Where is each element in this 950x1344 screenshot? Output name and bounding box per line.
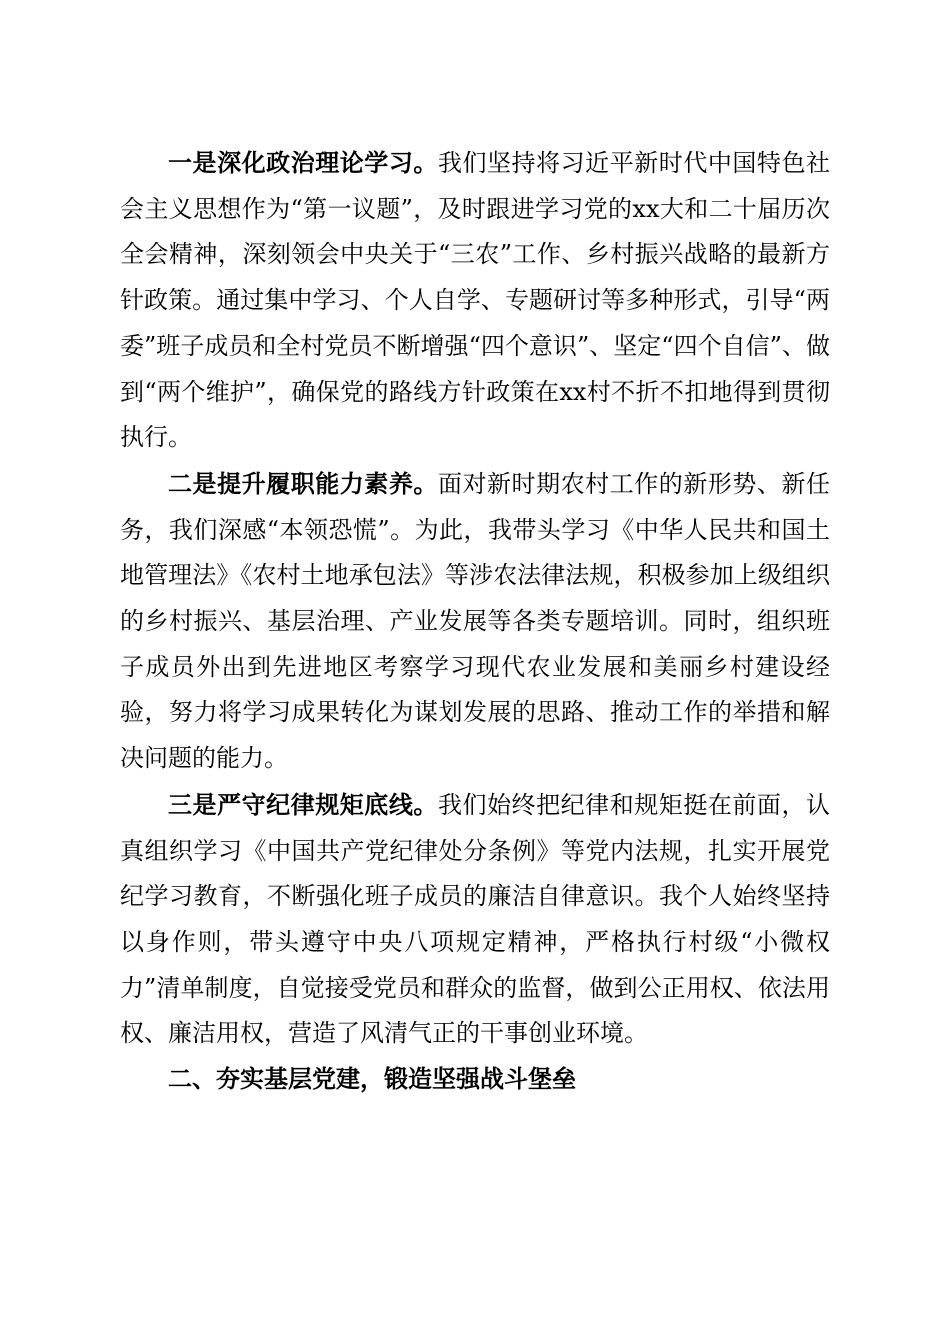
section-heading: 二、夯实基层党建，锻造坚强战斗堡垒: [168, 1065, 576, 1094]
paragraph-lead: 二是提升履职能力素养。: [168, 468, 438, 498]
paragraph-capability: [120, 461, 830, 782]
paragraph-lead: 一是深化政治理论学习。: [168, 148, 438, 177]
paragraph-text: 我们始终把纪律和规矩挺在前面，认真组织学习《中国共产党纪律处分条例》等党内法规，扎实开展党纪学习教育，不断强化班子成员的廉洁自律意识。我个人始终坚持以身作则，带头遵守中央八项规定精神，严格执行村级“小微权力”清单制度，自觉接受党员和群众的监督，做到公正用权、依法用权、廉洁用权，营造了风清气正的干事创业环境。: [120, 790, 831, 1048]
paragraph-text: 面对新时期农村工作的新形势、新任务，我们深感“本领恐慌”。为此，我带头学习《中华人民共和国土地管理法》《农村土地承包法》等涉农法律法规，积极参加上级组织的乡村振兴、基层治理、产业发展等各类专题培训。同时，组织班子成员外出到先进地区考察学习现代农业发展和美丽乡村建设经验，努力将学习成果转化为谋划发展的思路、推动工作的举措和解决问题的能力。: [120, 469, 831, 773]
paragraph-lead: 三是严守纪律规矩底线。: [168, 789, 438, 819]
paragraph-text: 我们坚持将习近平新时代中国特色社会主义思想作为“第一议题”，及时跟进学习党的xx大和二十届历次全会精神，深刻领会中央关于“三农”工作、乡村振兴战略的最新方针政策。通过集中学习、个人自学、专题研讨等多种形式，引导“两委”班子成员和全村党员不断增强“四个意识”、坚定“四个自信”、做到“两个维护”，确保党的路线方针政策在xx村不折不扣地得到贯彻执行。: [120, 149, 831, 452]
paragraph-discipline: [120, 782, 830, 1057]
paragraph-political-theory: [120, 140, 830, 461]
document-body: [120, 140, 830, 1103]
